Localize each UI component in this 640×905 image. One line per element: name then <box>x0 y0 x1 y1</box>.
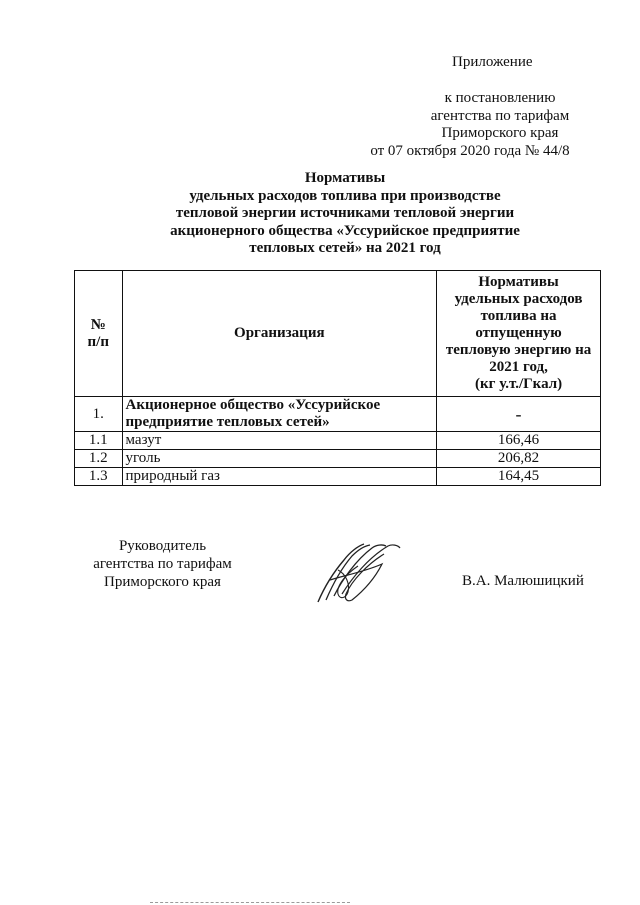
document-title <box>90 170 600 258</box>
signer-position <box>80 537 245 591</box>
header-value-line: тепловую энергию на <box>445 342 592 358</box>
appendix-line: к постановлению <box>444 90 556 106</box>
row-num: 1.3 <box>75 468 123 486</box>
header-value-line: (кг у.т./Гкал) <box>475 376 563 392</box>
title-line: акционерного общества «Уссурийское предприятие <box>170 222 520 239</box>
appendix-line: от 07 октября 2020 года № 44/8 <box>370 142 570 159</box>
header-value-line: 2021 год, <box>489 359 548 375</box>
row-value: 206,82 <box>437 450 601 468</box>
header-value-line: топлива на <box>480 308 557 324</box>
table-row <box>75 450 601 468</box>
row-num: 1.1 <box>75 432 123 450</box>
row-org: уголь <box>122 450 437 468</box>
header-org: Организация <box>122 271 437 397</box>
signer-position-line: Руководитель <box>118 538 207 554</box>
title-line: тепловых сетей» на 2021 год <box>249 240 441 256</box>
norms-table <box>74 270 601 486</box>
row-num: 1.2 <box>75 450 123 468</box>
title-line: Нормативы <box>304 170 386 186</box>
header-value <box>437 271 601 397</box>
header-num <box>75 271 123 397</box>
signer-name: В.А. Малюшицкий <box>462 573 584 589</box>
title-line: тепловой энергии источниками тепловой энергии <box>175 205 515 221</box>
header-value-line: Нормативы <box>478 274 559 290</box>
appendix-reference <box>340 90 600 160</box>
signer-position-line: Приморского края <box>104 574 221 590</box>
table-row <box>75 468 601 486</box>
row-org: мазут <box>122 432 437 450</box>
appendix-line: Приморского края <box>441 125 559 141</box>
header-num-symbol: № <box>90 316 106 333</box>
row-value: 166,46 <box>437 432 601 450</box>
row-org-line: Акционерное общество «Уссурийское <box>125 397 381 413</box>
header-value-line: отпущенную <box>475 325 562 341</box>
table-header-row <box>75 271 601 397</box>
appendix-line: агентства по тарифам <box>430 107 570 124</box>
handwritten-signature <box>312 540 404 608</box>
row-org: природный газ <box>122 468 437 486</box>
header-value-line: удельных расходов <box>454 291 583 307</box>
table-row <box>75 432 601 450</box>
row-value: 164,45 <box>437 468 601 486</box>
row-org <box>122 397 437 432</box>
appendix-title: Приложение <box>452 54 533 70</box>
row-org-line: предприятие тепловых сетей» <box>125 414 330 430</box>
table-row <box>75 397 601 432</box>
header-num-label: п/п <box>87 333 109 350</box>
signer-position-line: агентства по тарифам <box>93 556 232 572</box>
title-line: удельных расходов топлива при производстве <box>189 187 501 204</box>
row-num: 1. <box>75 397 123 432</box>
row-value: - <box>437 397 601 432</box>
